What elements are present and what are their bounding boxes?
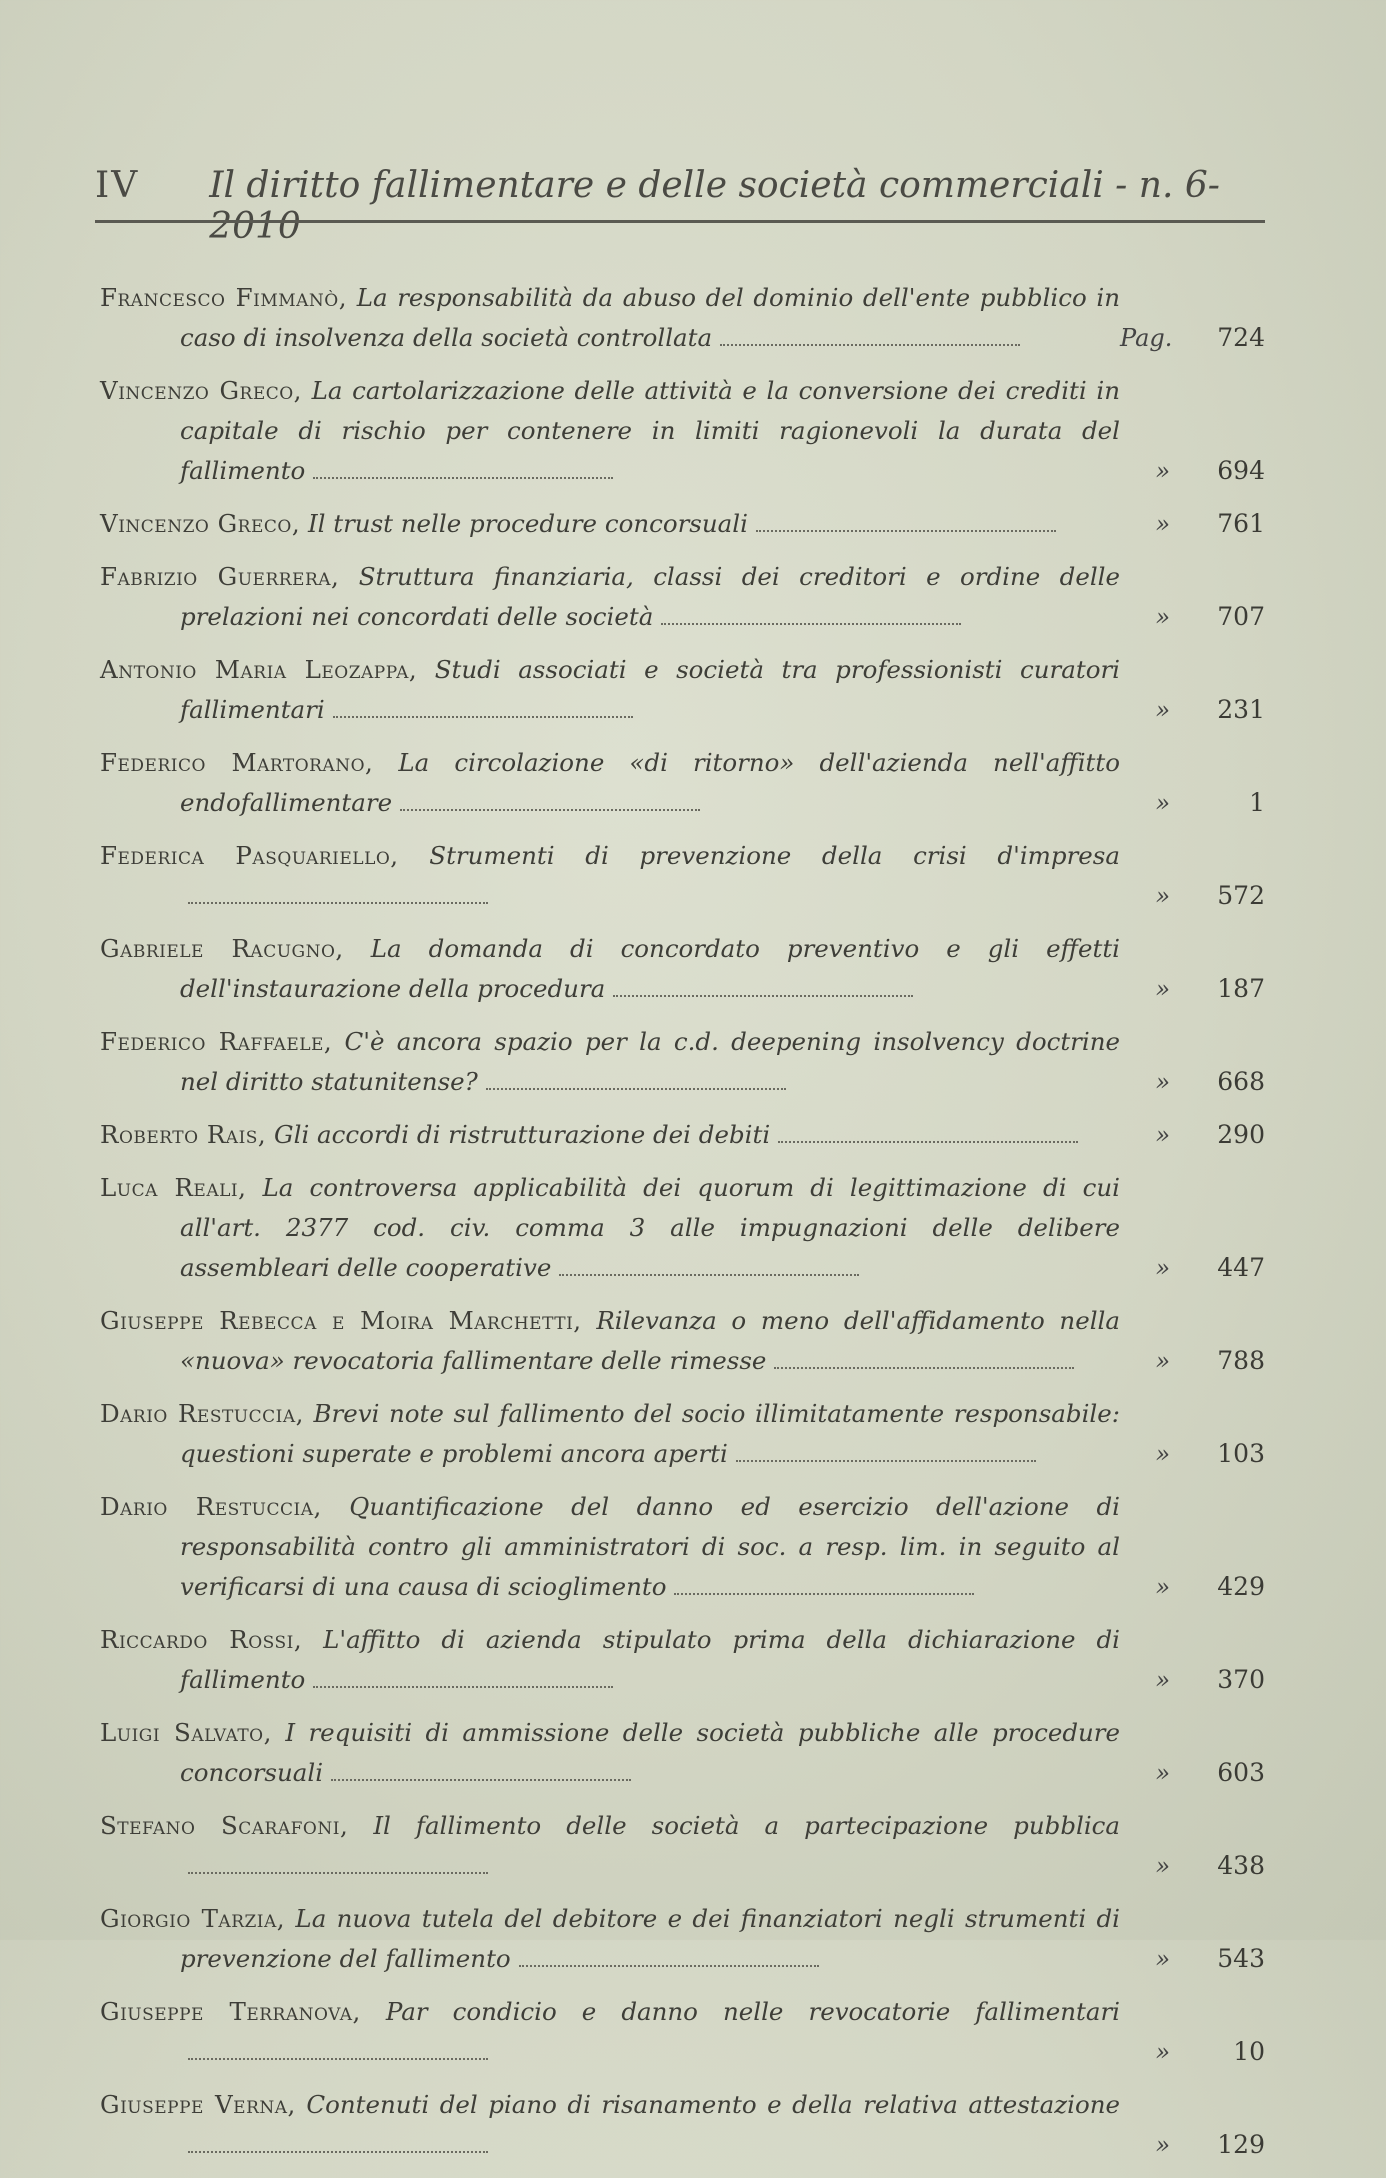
toc-marker: » bbox=[1155, 1068, 1170, 1096]
toc-entry bbox=[100, 1620, 1265, 1700]
toc-page-number: 187 bbox=[1217, 974, 1265, 1003]
toc-marker: » bbox=[1155, 696, 1170, 724]
toc-title: I requisiti di ammissione delle società pubbliche alle procedure concorsuali bbox=[180, 1718, 1120, 1787]
toc-entry-text bbox=[100, 1899, 1120, 1979]
toc-author: Giuseppe Verna, bbox=[100, 2090, 296, 2119]
toc-entry bbox=[100, 1022, 1265, 1102]
dot-leaders bbox=[613, 985, 913, 997]
toc-entry bbox=[100, 2085, 1265, 2165]
journal-title: Il diritto fallimentare e delle società commerciali - n. 6-2010 bbox=[209, 165, 1220, 247]
toc-marker: Pag. bbox=[1120, 324, 1173, 352]
toc-page-number: 668 bbox=[1217, 1067, 1265, 1096]
toc-author: Roberto Rais, bbox=[100, 1120, 267, 1149]
toc-entry bbox=[100, 1992, 1265, 2072]
toc-entry-text bbox=[100, 743, 1120, 823]
toc-author: Federico Martorano, bbox=[100, 748, 374, 777]
toc-page-number: 290 bbox=[1217, 1120, 1265, 1149]
toc-entry-text bbox=[100, 371, 1120, 491]
toc-author: Gabriele Racugno, bbox=[100, 934, 344, 963]
dot-leaders bbox=[188, 892, 488, 904]
toc-title: Il fallimento delle società a partecipazione pubblica bbox=[373, 1811, 1120, 1840]
dot-leaders bbox=[188, 1862, 488, 1874]
toc-title: Struttura finanziaria, classi dei creditori e ordine delle prelazioni nei concordati delle società bbox=[180, 562, 1121, 631]
toc-entry bbox=[100, 1899, 1265, 1979]
toc-title: La nuova tutela del debitore e dei finanziatori negli strumenti di prevenzione del fallimento bbox=[180, 1904, 1120, 1973]
dot-leaders bbox=[188, 2048, 488, 2060]
toc-title: Quantificazione del danno ed esercizio dell'azione di responsabilità contro gli amministratori di soc. a resp. lim. in seguito al verificarsi di una causa di scioglimento bbox=[180, 1492, 1120, 1601]
dot-leaders bbox=[720, 334, 1020, 346]
toc-entry-text bbox=[100, 1620, 1120, 1700]
toc-entry bbox=[100, 1168, 1265, 1288]
toc-entry bbox=[100, 1301, 1265, 1381]
toc-entry bbox=[100, 1806, 1265, 1886]
toc-page-number: 603 bbox=[1217, 1758, 1265, 1787]
toc-marker: » bbox=[1155, 1347, 1170, 1375]
header-rule bbox=[95, 220, 1265, 223]
toc-entry bbox=[100, 929, 1265, 1009]
toc-title: Contenuti del piano di risanamento e della relativa attestazione bbox=[306, 2090, 1120, 2119]
table-of-contents bbox=[100, 278, 1265, 2178]
toc-author: Vincenzo Greco, bbox=[100, 376, 302, 405]
toc-entry bbox=[100, 1115, 1265, 1155]
toc-entry bbox=[100, 1713, 1265, 1793]
toc-entry-text bbox=[100, 278, 1120, 358]
toc-author: Fabrizio Guerrera, bbox=[100, 562, 340, 591]
toc-marker: » bbox=[1155, 1759, 1170, 1787]
toc-page-number: 694 bbox=[1217, 456, 1265, 485]
toc-title: L'affitto di azienda stipulato prima della dichiarazione di fallimento bbox=[180, 1625, 1120, 1694]
toc-entry-text bbox=[100, 836, 1120, 916]
toc-title: Par condicio e danno nelle revocatorie fallimentari bbox=[385, 1997, 1120, 2026]
toc-title: La controversa applicabilità dei quorum di legittimazione di cui all'art. 2377 cod. civ. comma 3 alle impugnazioni delle delibere assembleari delle cooperative bbox=[180, 1173, 1120, 1282]
dot-leaders bbox=[756, 520, 1056, 532]
toc-page-number: 103 bbox=[1217, 1439, 1265, 1468]
toc-author: Luca Reali, bbox=[100, 1173, 247, 1202]
toc-marker: » bbox=[1155, 1254, 1170, 1282]
toc-author: Dario Restuccia, bbox=[100, 1399, 304, 1428]
toc-title: La cartolarizzazione delle attività e la conversione dei crediti in capitale di rischio per contenere in limiti ragionevoli la durata del fallimento bbox=[180, 376, 1120, 485]
toc-entry-text bbox=[100, 1713, 1120, 1793]
toc-entry-text bbox=[100, 650, 1120, 730]
toc-title: Gli accordi di ristrutturazione dei debiti bbox=[274, 1120, 771, 1149]
toc-title: Il trust nelle procedure concorsuali bbox=[307, 509, 748, 538]
toc-page-number: 129 bbox=[1217, 2130, 1265, 2159]
toc-marker: » bbox=[1155, 1945, 1170, 1973]
toc-page-number: 724 bbox=[1217, 323, 1265, 352]
dot-leaders bbox=[486, 1078, 786, 1090]
toc-entry-text bbox=[100, 1487, 1120, 1607]
toc-author: Dario Restuccia, bbox=[100, 1492, 322, 1521]
toc-page-number: 231 bbox=[1217, 695, 1265, 724]
toc-entry bbox=[100, 371, 1265, 491]
toc-entry bbox=[100, 504, 1265, 544]
toc-title: Strumenti di prevenzione della crisi d'impresa bbox=[429, 841, 1120, 870]
page-label: IV bbox=[95, 165, 140, 206]
toc-author: Giorgio Tarzia, bbox=[100, 1904, 286, 1933]
toc-author: Luigi Salvato, bbox=[100, 1718, 272, 1747]
toc-title: La domanda di concordato preventivo e gli effetti dell'instaurazione della procedura bbox=[180, 934, 1120, 1003]
toc-entry-text bbox=[100, 1115, 1120, 1155]
dot-leaders bbox=[400, 799, 700, 811]
dot-leaders bbox=[333, 706, 633, 718]
toc-entry-text bbox=[100, 1992, 1120, 2072]
toc-entry bbox=[100, 743, 1265, 823]
toc-entry-text bbox=[100, 504, 1120, 544]
toc-author: Federica Pasquariello, bbox=[100, 841, 399, 870]
dot-leaders bbox=[661, 613, 961, 625]
toc-page-number: 447 bbox=[1217, 1253, 1265, 1282]
toc-page-number: 1 bbox=[1249, 788, 1265, 817]
toc-page-number: 707 bbox=[1217, 602, 1265, 631]
toc-marker: » bbox=[1155, 603, 1170, 631]
dot-leaders bbox=[774, 1357, 1074, 1369]
toc-marker: » bbox=[1155, 882, 1170, 910]
dot-leaders bbox=[313, 467, 613, 479]
toc-page-number: 438 bbox=[1217, 1851, 1265, 1880]
toc-title: Rilevanza o meno dell'affidamento nella «nuova» revocatoria fallimentare delle rimesse bbox=[180, 1306, 1120, 1375]
toc-author: Vincenzo Greco, bbox=[100, 509, 301, 538]
dot-leaders bbox=[313, 1676, 613, 1688]
toc-marker: » bbox=[1155, 457, 1170, 485]
toc-marker: » bbox=[1155, 510, 1170, 538]
toc-page-number: 429 bbox=[1217, 1572, 1265, 1601]
dot-leaders bbox=[736, 1450, 1036, 1462]
dot-leaders bbox=[188, 2141, 488, 2153]
toc-author: Giuseppe Terranova, bbox=[100, 1997, 361, 2026]
page-header bbox=[95, 165, 1265, 247]
toc-entry-text bbox=[100, 1806, 1120, 1886]
dot-leaders bbox=[331, 1769, 631, 1781]
toc-entry-text bbox=[100, 1168, 1120, 1288]
toc-entry-text bbox=[100, 1022, 1120, 1102]
toc-entry bbox=[100, 278, 1265, 358]
toc-entry-text bbox=[100, 1301, 1120, 1381]
toc-entry-text bbox=[100, 1394, 1120, 1474]
toc-marker: » bbox=[1155, 1440, 1170, 1468]
toc-author: Stefano Scarafoni, bbox=[100, 1811, 349, 1840]
dot-leaders bbox=[559, 1264, 859, 1276]
toc-marker: » bbox=[1155, 1573, 1170, 1601]
toc-title: La responsabilità da abuso del dominio dell'ente pubblico in caso di insolvenza della società controllata bbox=[180, 283, 1120, 352]
toc-marker: » bbox=[1155, 1666, 1170, 1694]
toc-entry bbox=[100, 1394, 1265, 1474]
toc-marker: » bbox=[1155, 975, 1170, 1003]
toc-entry-text bbox=[100, 2085, 1120, 2165]
toc-author: Antonio Maria Leozappa, bbox=[100, 655, 418, 684]
toc-page-number: 543 bbox=[1217, 1944, 1265, 1973]
toc-entry bbox=[100, 836, 1265, 916]
toc-page-number: 761 bbox=[1217, 509, 1265, 538]
toc-entry-text bbox=[100, 929, 1120, 1009]
toc-title: C'è ancora spazio per la c.d. deepening insolvency doctrine nel diritto statunitense? bbox=[180, 1027, 1120, 1096]
toc-author: Federico Raffaele, bbox=[100, 1027, 333, 1056]
toc-entry bbox=[100, 557, 1265, 637]
toc-author: Francesco Fimmanò, bbox=[100, 283, 348, 312]
toc-marker: » bbox=[1155, 789, 1170, 817]
toc-entry-text bbox=[100, 557, 1120, 637]
toc-title: Brevi note sul fallimento del socio illimitatamente responsabile: questioni superate e problemi ancora aperti bbox=[180, 1399, 1121, 1468]
toc-entry bbox=[100, 650, 1265, 730]
toc-page-number: 370 bbox=[1217, 1665, 1265, 1694]
toc-marker: » bbox=[1155, 1852, 1170, 1880]
dot-leaders bbox=[519, 1955, 819, 1967]
toc-title: La circolazione «di ritorno» dell'azienda nell'affitto endofallimentare bbox=[180, 748, 1120, 817]
toc-page-number: 788 bbox=[1217, 1346, 1265, 1375]
toc-author: Giuseppe Rebecca e Moira Marchetti, bbox=[100, 1306, 582, 1335]
toc-page-number: 10 bbox=[1233, 2037, 1265, 2066]
toc-entry bbox=[100, 1487, 1265, 1607]
toc-page-number: 572 bbox=[1217, 881, 1265, 910]
dot-leaders bbox=[674, 1583, 974, 1595]
toc-marker: » bbox=[1155, 1121, 1170, 1149]
toc-marker: » bbox=[1155, 2038, 1170, 2066]
toc-author: Riccardo Rossi, bbox=[100, 1625, 303, 1654]
toc-title: Studi associati e società tra professionisti curatori fallimentari bbox=[180, 655, 1120, 724]
dot-leaders bbox=[778, 1131, 1078, 1143]
toc-marker: » bbox=[1155, 2131, 1170, 2159]
